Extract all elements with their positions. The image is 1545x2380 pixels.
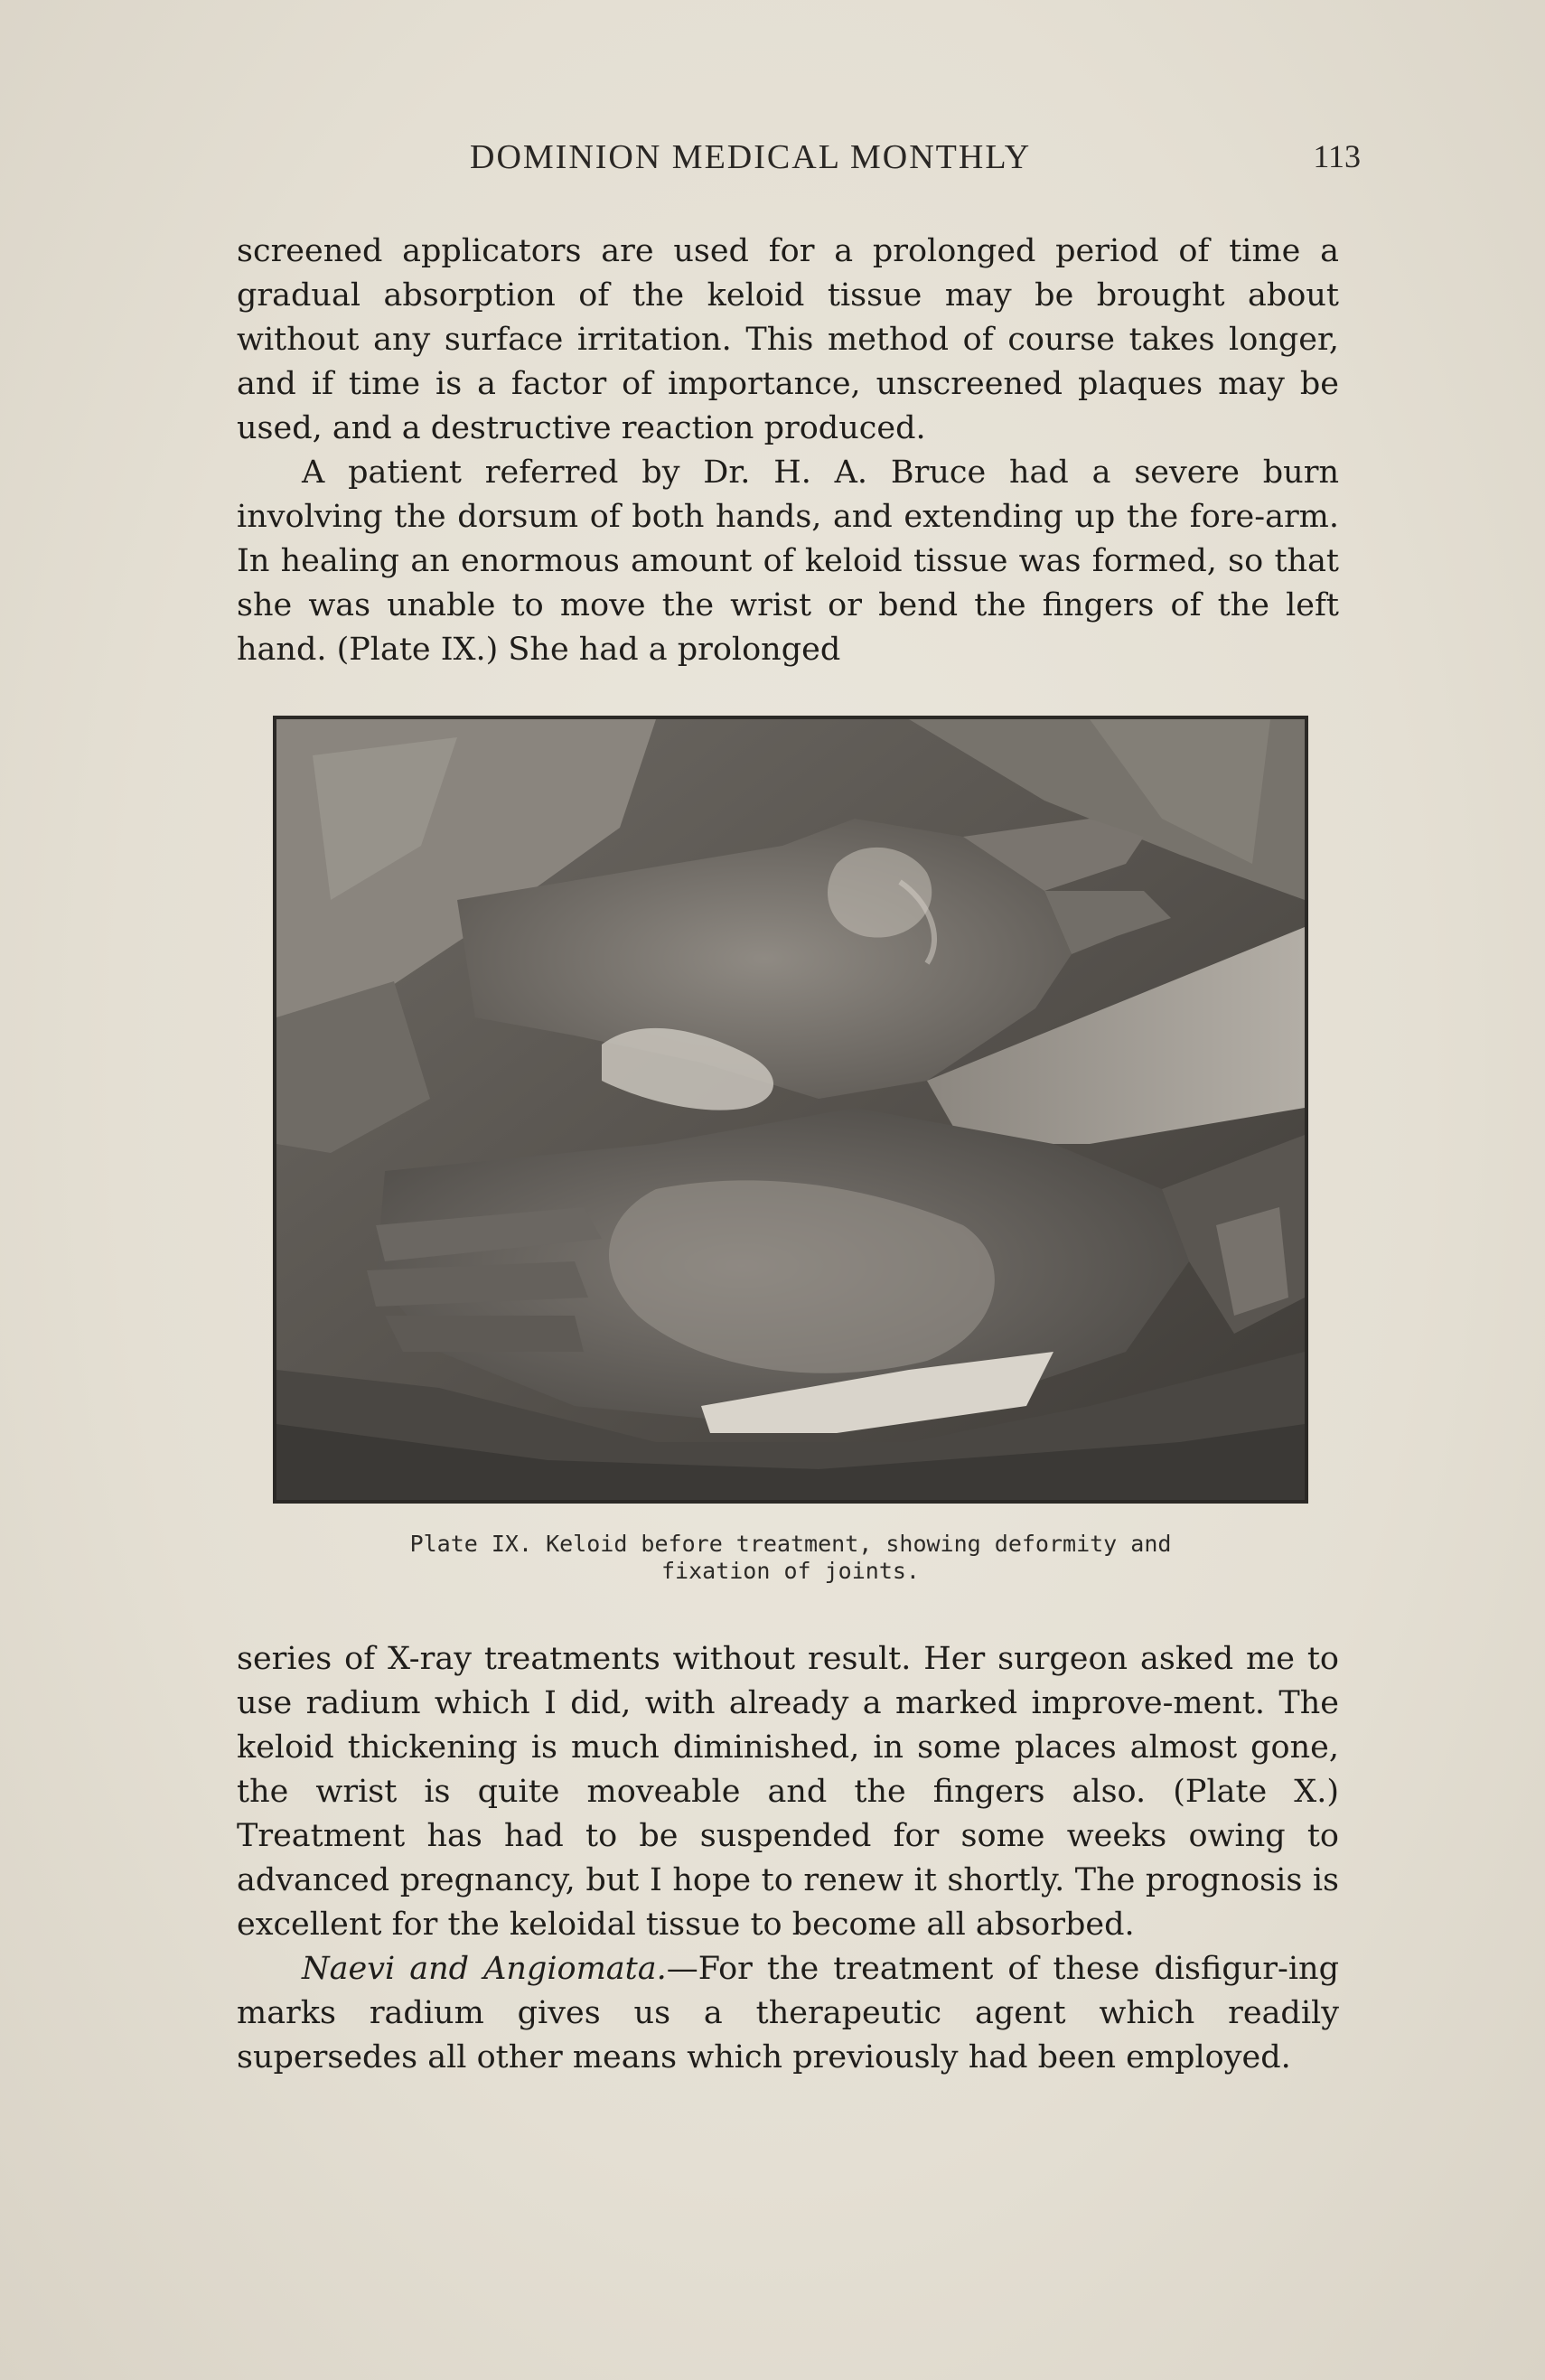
paragraph-text: —For the treatment of these disfigur-ing marks radium gives us a therapeutic agent which readily supersedes all other means which previously had been employed. <box>237 1951 1339 2075</box>
paragraph <box>237 1947 1339 2080</box>
paragraph: A patient referred by Dr. H. A. Bruce had a severe burn involving the dorsum of both hands, and extending up the fore-arm. In healing an enormous amount of keloid tissue was formed, so that she was unable to move the wrist or bend the fingers of the left hand. (Plate IX.) She had a prolonged <box>237 454 1339 668</box>
figure-caption <box>343 1531 1238 1585</box>
paragraph: series of X-ray treatments without result. Her surgeon asked me to use radium which I did, with already a marked improve-ment. The keloid thickening is much diminished, in some places almost gone, the wrist is quite moveable and the fingers also. (Plate X.) Treatment has had to be suspended for some weeks owing to advanced pregnancy, but I hope to renew it shortly. The prognosis is excellent for the keloidal tissue to become all absorbed. <box>237 1641 1339 1943</box>
running-head <box>0 137 1545 192</box>
caption-line: Plate IX. Keloid before treatment, showing deformity and <box>409 1531 1172 1557</box>
caption-line: fixation of joints. <box>661 1558 920 1584</box>
keloid-hands-photo <box>276 719 1305 1500</box>
running-title: DOMINION MEDICAL MONTHLY <box>470 138 1032 176</box>
paragraph: screened applicators are used for a prolonged period of time a gradual absorption of the keloid tissue may be brought about without any surface irritation. This method of course takes longer, and if time is a factor of importance, unscreened plaques may be used, and a destructive reaction produced. <box>237 233 1339 446</box>
plate-photograph <box>273 716 1308 1504</box>
section-heading: Naevi and Angiomata. <box>302 1951 667 1987</box>
page-number: 113 <box>1313 138 1361 174</box>
body-text-bottom <box>237 1637 1339 2080</box>
body-text-top <box>237 230 1339 672</box>
